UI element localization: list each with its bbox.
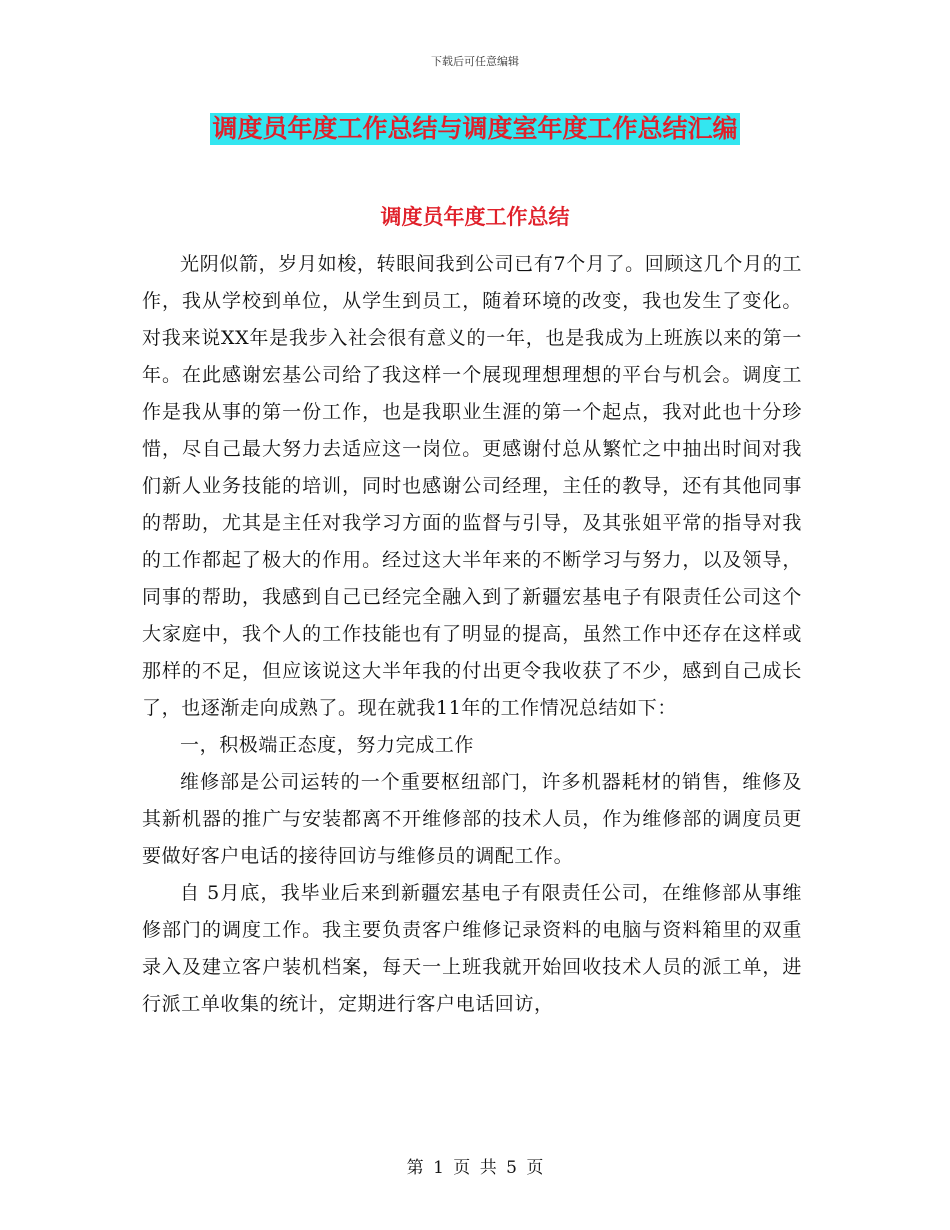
paragraph-heading-1: 一，积极端正态度，努力完成工作 <box>180 734 475 756</box>
paragraph-maintenance-dept: 维修部是公司运转的一个重要枢纽部门，许多机器耗材的销售，维修及其新机器的推广与安装都离不开维修部的技术人员，作为维修部的调度员更要做好客户电话的接待回访与维修员的调配工作。 <box>142 771 802 867</box>
document-body <box>142 246 802 1023</box>
section-title: 调度员年度工作总结 <box>380 205 570 229</box>
paragraph-duties: 自 5月底，我毕业后来到新疆宏基电子有限责任公司，在维修部从事维修部门的调度工作。我主要负责客户维修记录资料的电脑与资料箱里的双重录入及建立客户装机档案，每天一上班我就开始回收技术人员的派工单，进行派工单收集的统计，定期进行客户电话回访， <box>142 882 802 1015</box>
main-title-container <box>0 113 950 145</box>
header-note: 下载后可任意编辑 <box>431 55 519 68</box>
paragraph-intro: 光阴似箭，岁月如梭，转眼间我到公司已有7个月了。回顾这几个月的工作，我从学校到单位，从学生到员工，随着环境的改变，我也发生了变化。对我来说XX年是我步入社会很有意义的一年，也是我成为上班族以来的第一年。在此感谢宏基公司给了我这样一个展现理想理想的平台与机会。调度工作是我从事的第一份工作，也是我职业生涯的第一个起点，我对此也十分珍惜，尽自己最大努力去适应这一岗位。更感谢付总从繁忙之中抽出时间对我们新人业务技能的培训，同时也感谢公司经理，主任的教导，还有其他同事的帮助，尤其是主任对我学习方面的监督与引导，及其张姐平常的指导对我的工作都起了极大的作用。经过这大半年来的不断学习与努力，以及领导，同事的帮助，我感到自己已经完全融入到了新疆宏基电子有限责任公司这个大家庭中，我个人的工作技能也有了明显的提高，虽然工作中还存在这样或那样的不足，但应该说这大半年我的付出更令我收获了不少，感到自己成长了，也逐渐走向成熟了。现在就我11年的工作情况总结如下： <box>142 253 802 719</box>
page-footer: 第 1 页 共 5 页 <box>406 1158 544 1178</box>
main-title: 调度员年度工作总结与调度室年度工作总结汇编 <box>212 114 738 143</box>
